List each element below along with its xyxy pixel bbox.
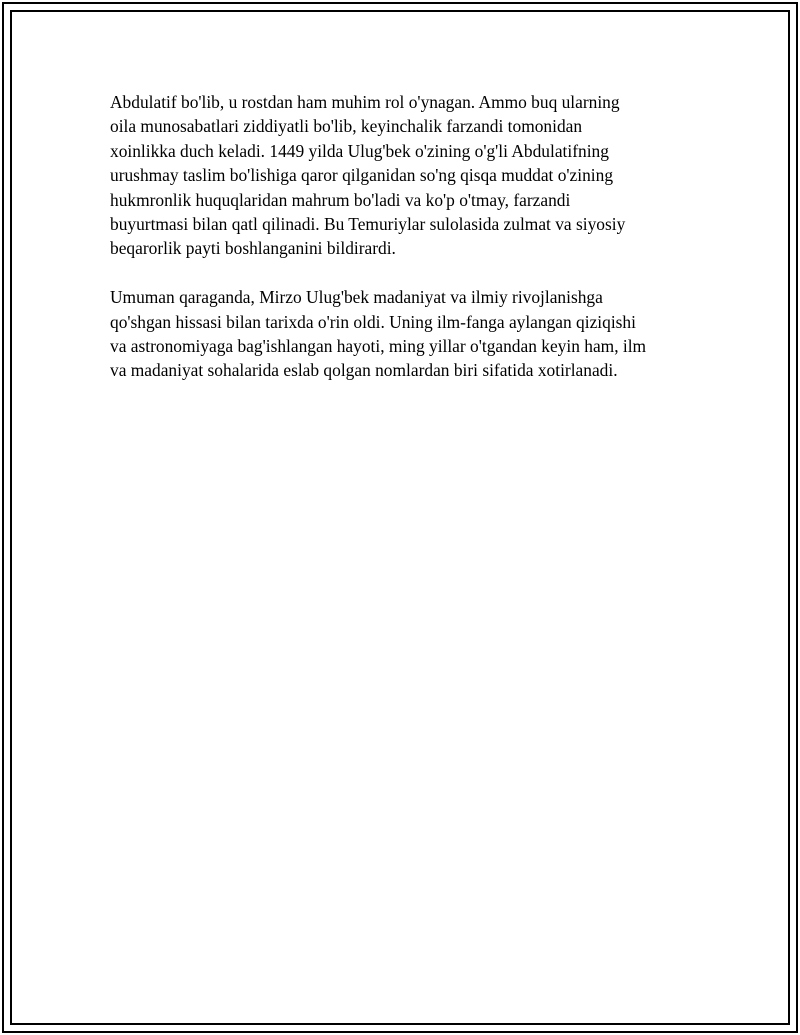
paragraph-line: xoinlikka duch keladi. 1449 yilda Ulug'bek o'zining o'g'li Abdulatifning bbox=[110, 140, 609, 161]
paragraph-2 bbox=[110, 285, 690, 383]
paragraph-line: va madaniyat sohalarida eslab qolgan nomlardan biri sifatida xotirlanadi. bbox=[110, 360, 618, 381]
paragraph-line: buyurtmasi bilan qatl qilinadi. Bu Temuriylar sulolasida zulmat va siyosiy bbox=[110, 214, 626, 235]
paragraph-line: va astronomiyaga bag'ishlangan hayoti, ming yillar o'tgandan keyin ham, ilm bbox=[110, 336, 647, 357]
document-body bbox=[110, 90, 690, 407]
paragraph-line: beqarorlik payti boshlanganini bildirardi. bbox=[110, 238, 396, 259]
paragraph-line: oila munosabatlari ziddiyatli bo'lib, keyinchalik farzandi tomonidan bbox=[110, 116, 583, 137]
paragraph-1 bbox=[110, 90, 690, 261]
paragraph-line: hukmronlik huquqlaridan mahrum bo'ladi va ko'p o'tmay, farzandi bbox=[110, 189, 571, 210]
paragraph-line: urushmay taslim bo'lishiga qaror qilganidan so'ng qisqa muddat o'zining bbox=[110, 165, 614, 186]
paragraph-line: Abdulatif bo'lib, u rostdan ham muhim rol o'ynagan. Ammo buq ularning bbox=[110, 92, 620, 112]
paragraph-line: qo'shgan hissasi bilan tarixda o'rin oldi. Uning ilm-fanga aylangan qiziqishi bbox=[110, 311, 636, 332]
paragraph-line: Umuman qaraganda, Mirzo Ulug'bek madaniyat va ilmiy rivojlanishga bbox=[110, 287, 603, 308]
